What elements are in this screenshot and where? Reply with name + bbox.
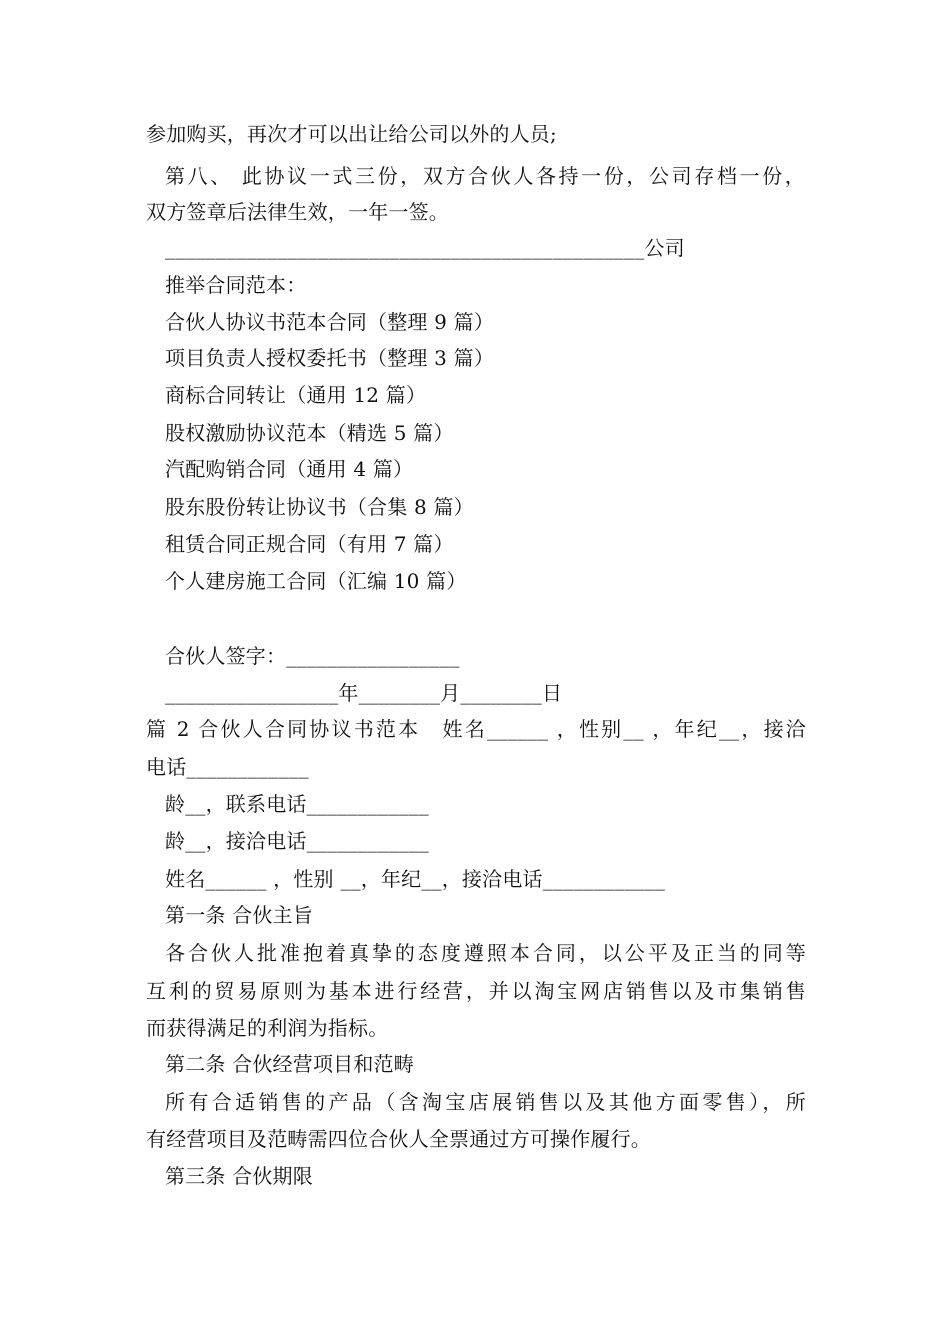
text-line: 龄__，联系电话____________ — [165, 792, 429, 816]
recommended-item: 项目负责人授权委托书（整理 3 篇） — [165, 346, 495, 370]
text-line: 电话____________ — [146, 755, 309, 779]
recommended-item: 商标合同转让（通用 12 篇） — [165, 383, 427, 407]
article-heading: 第三条 合伙期限 — [165, 1164, 313, 1188]
partner-signature-line: 合伙人签字：_________________ — [165, 644, 460, 668]
date-line: _________________年________月________日 — [165, 681, 563, 705]
recommended-item: 个人建房施工合同（汇编 10 篇） — [165, 569, 467, 593]
article-heading: 第一条 合伙主旨 — [165, 903, 313, 927]
article-heading: 第二条 合伙经营项目和范畴 — [165, 1052, 414, 1076]
recommended-item: 股权激励协议范本（精选 5 篇） — [165, 421, 454, 445]
recommended-item: 汽配购销合同（通用 4 篇） — [165, 457, 414, 481]
text-line: 龄__，接洽电话____________ — [165, 829, 429, 853]
section-heading: 篇 2 合伙人合同协议书范本 姓名______ ，性别__ ，年纪__，接洽 — [146, 717, 806, 741]
text-line: 第八、 此协议一式三份，双方合伙人各持一份，公司存档一份， — [165, 164, 805, 188]
text-line: 双方签章后法律生效，一年一签。 — [146, 200, 449, 224]
text-line: 所有合适销售的产品（含淘宝店展销售以及其他方面零售），所 — [165, 1090, 806, 1114]
recommended-item: 租赁合同正规合同（有用 7 篇） — [165, 532, 454, 556]
text-line: 推举合同范本： — [165, 273, 307, 297]
text-line: 有经营项目及范畴需四位合伙人全票通过方可操作履行。 — [146, 1127, 651, 1151]
text-line: 而获得满足的利润为指标。 — [146, 1016, 389, 1040]
text-line: 姓名______ ，性别 __，年纪__，接洽电话____________ — [165, 867, 666, 891]
company-signature-line: _______________________________________________公司 — [165, 236, 685, 260]
text-line: 参加购买，再次才可以出让给公司以外的人员; — [146, 122, 557, 146]
recommended-item: 股东股份转让协议书（合集 8 篇） — [165, 495, 474, 519]
text-line: 互利的贸易原则为基本进行经营，并以淘宝网店销售以及市集销售 — [146, 979, 806, 1003]
recommended-item: 合伙人协议书范本合同（整理 9 篇） — [165, 310, 495, 334]
text-line: 各合伙人批准抱着真挚的态度遵照本合同，以公平及正当的同等 — [165, 941, 806, 965]
